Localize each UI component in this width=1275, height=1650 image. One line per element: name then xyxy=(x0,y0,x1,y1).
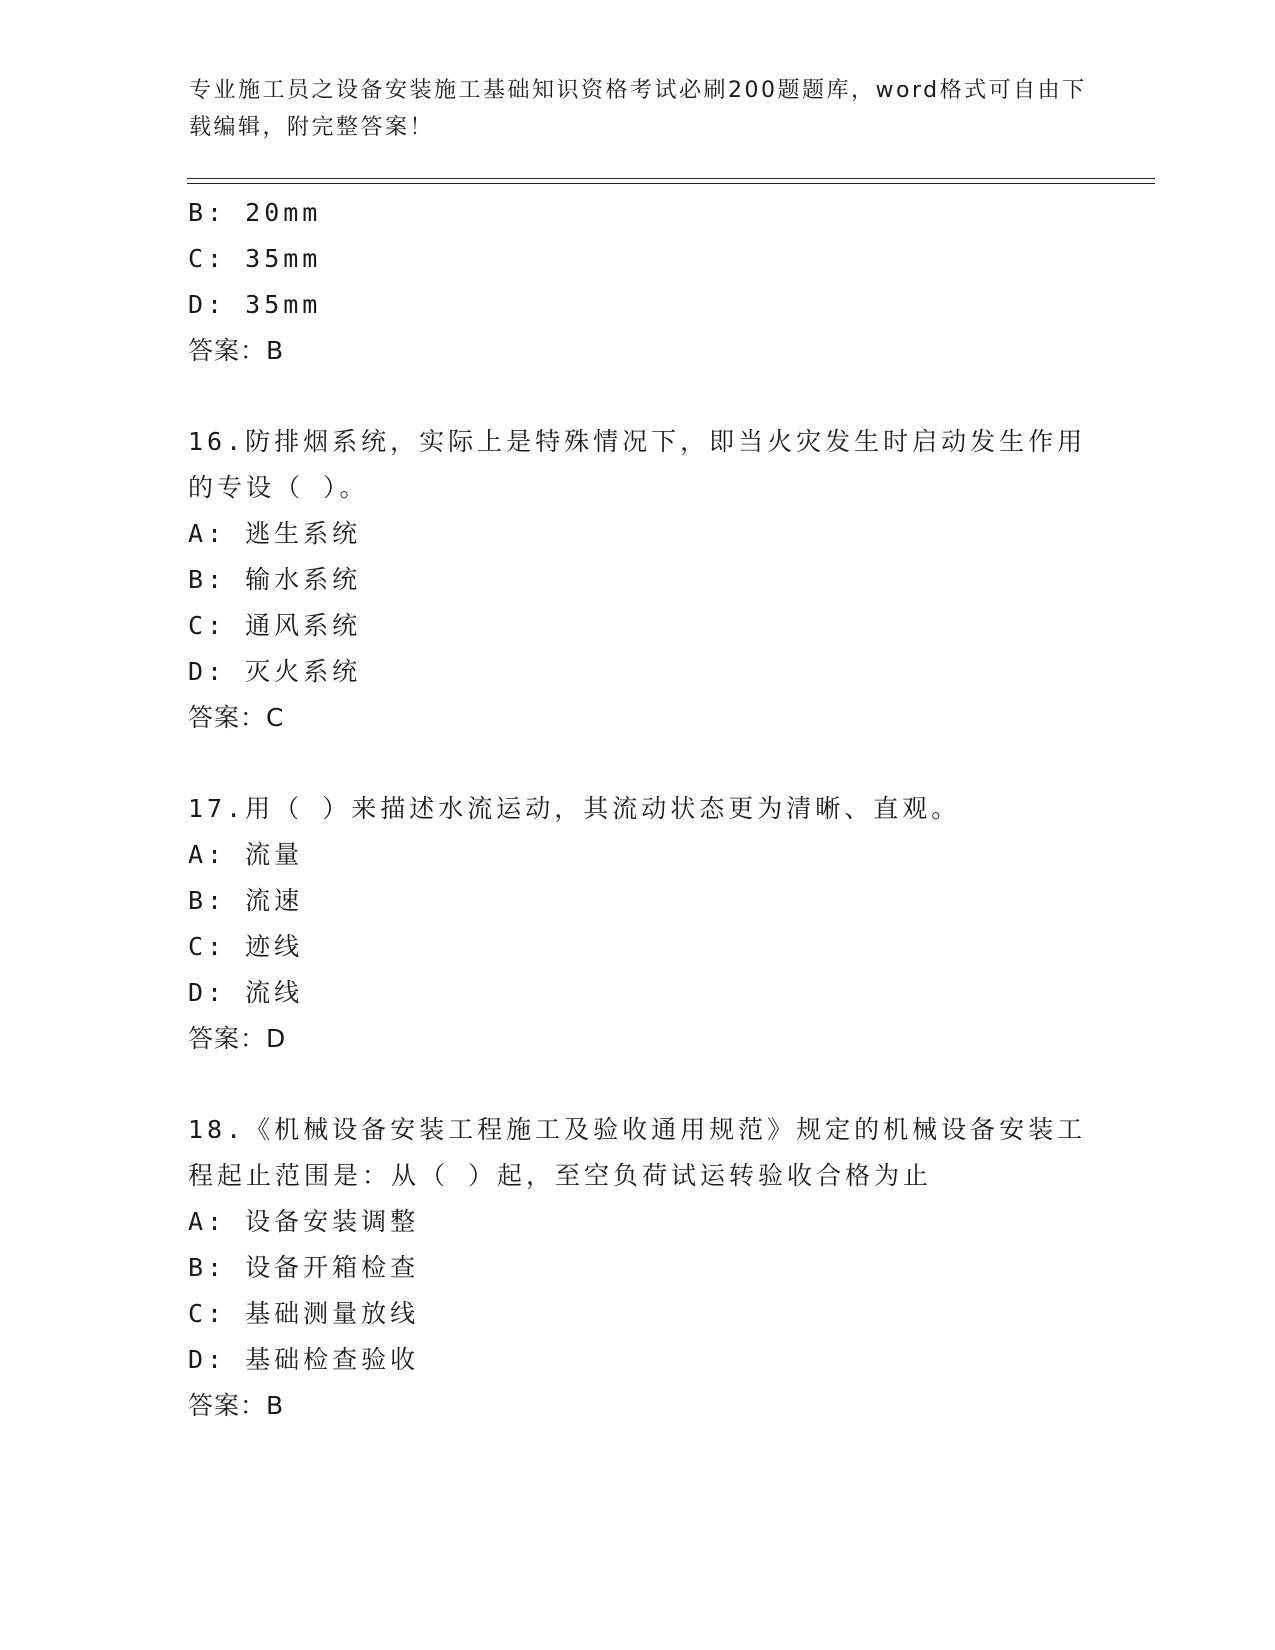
option-c: C: 通风系统 xyxy=(188,611,362,640)
question-block-16 xyxy=(188,419,1088,741)
option-a: A: 流量 xyxy=(188,840,304,869)
prev-question-block xyxy=(188,190,1088,374)
option-b: B: 设备开箱检查 xyxy=(188,1253,420,1282)
option-c: C: 35mm xyxy=(188,244,322,273)
option-d: D: 流线 xyxy=(188,978,304,1007)
answer-line: 答案：B xyxy=(188,1391,285,1420)
answer-line: 答案：B xyxy=(188,336,285,365)
option-b: B: 流速 xyxy=(188,886,304,915)
question-stem: 17.用（ ）来描述水流运动，其流动状态更为清晰、直观。 xyxy=(188,794,961,823)
question-block-18 xyxy=(188,1107,1088,1429)
option-d: D: 基础检查验收 xyxy=(188,1345,420,1374)
question-list xyxy=(188,190,1088,1429)
question-block-17 xyxy=(188,786,1088,1062)
option-d: D: 35mm xyxy=(188,290,322,319)
question-stem: 16.防排烟系统，实际上是特殊情况下，即当火灾发生时启动发生作用的专设（ ）。 xyxy=(188,427,1087,502)
option-d: D: 灭火系统 xyxy=(188,657,362,686)
option-c: C: 迹线 xyxy=(188,932,304,961)
option-a: A: 逃生系统 xyxy=(188,519,362,548)
option-a: A: 设备安装调整 xyxy=(188,1207,420,1236)
header-divider-top xyxy=(187,178,1155,179)
answer-line: 答案：C xyxy=(188,703,285,732)
answer-line: 答案：D xyxy=(188,1024,287,1053)
header-divider-bottom xyxy=(187,183,1155,184)
document-header: 专业施工员之设备安装施工基础知识资格考试必刷200题题库，word格式可自由下载编辑，附完整答案！ xyxy=(189,78,1087,140)
question-stem: 18.《机械设备安装工程施工及验收通用规范》规定的机械设备安装工程起止范围是：从（ ）起，至空负荷试运转验收合格为止 xyxy=(188,1115,1087,1190)
option-b: B: 20mm xyxy=(188,198,322,227)
option-c: C: 基础测量放线 xyxy=(188,1299,420,1328)
option-b: B: 输水系统 xyxy=(188,565,362,594)
